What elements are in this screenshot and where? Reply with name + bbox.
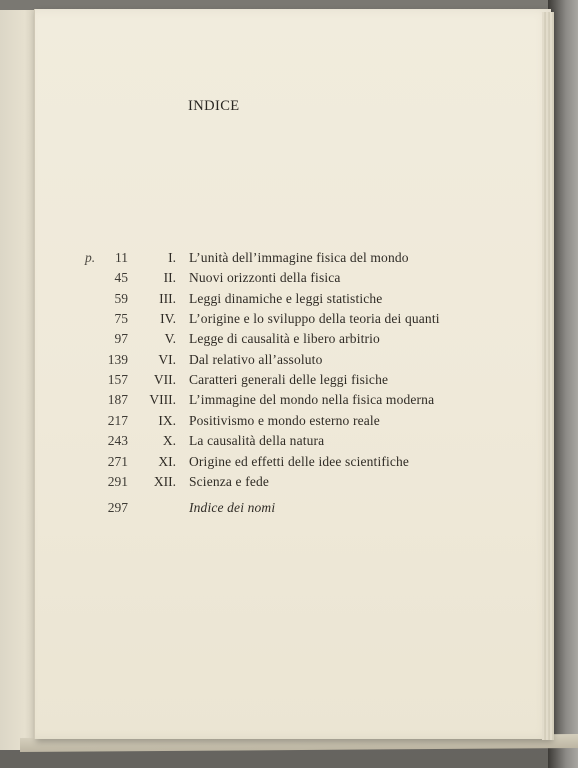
toc-title: Legge di causalità e libero arbitrio [189,331,380,346]
toc-page-number: 157 [107,372,128,387]
toc-page-number: 187 [107,392,128,407]
toc-title: Origine ed effetti delle idee scientifiche [189,454,410,469]
toc-numeral: XII. [153,474,176,489]
toc-row [0,474,578,494]
toc-row [0,331,578,351]
toc-title: La causalità della natura [189,433,325,448]
toc-row [0,433,578,453]
toc-numeral: VIII. [149,392,176,407]
toc-row [0,311,578,331]
toc-numeral: VI. [158,352,176,367]
toc-page-number: 75 [114,311,128,326]
toc-numeral: II. [163,270,176,285]
toc-row [0,392,578,412]
toc-page-number: 271 [107,454,128,469]
toc-row [0,270,578,290]
toc-title: Caratteri generali delle leggi fisiche [189,372,389,387]
toc-row [0,454,578,474]
toc-row [0,250,578,270]
page-title: INDICE [188,98,240,114]
toc-row-index [0,500,578,520]
toc-page-number: 11 [115,250,128,265]
toc-page-number: 97 [114,331,128,346]
toc-page-number: 59 [114,291,128,306]
toc-row [0,352,578,372]
toc-title: Scienza e fede [189,474,270,489]
toc-row [0,372,578,392]
toc-row [0,413,578,433]
toc-title: Positivismo e mondo esterno reale [189,413,380,428]
toc-numeral: XI. [158,454,176,469]
toc-numeral: X. [162,433,176,448]
toc-numeral: VII. [153,372,176,387]
toc-title: Nuovi orizzonti della fisica [189,270,341,285]
toc-title: Indice dei nomi [189,500,276,515]
toc-numeral: IV. [160,311,176,326]
toc-numeral: I. [168,250,176,265]
toc-row [0,291,578,311]
toc-page-number: 139 [107,352,128,367]
toc-page-number: 297 [107,500,128,515]
toc-page-number: 217 [107,413,128,428]
toc-numeral: V. [164,331,176,346]
toc-numeral: IX. [158,413,176,428]
toc-page-number: 45 [114,270,128,285]
toc-title: L’unità dell’immagine fisica del mondo [189,250,409,265]
toc-page-number: 243 [107,433,128,448]
page-prefix: p. [85,250,96,265]
toc-title: Dal relativo all’assoluto [189,352,323,367]
toc-numeral: III. [159,291,176,306]
toc-page-number: 291 [107,474,128,489]
toc-title: L’origine e lo sviluppo della teoria dei quanti [189,311,440,326]
toc-title: Leggi dinamiche e leggi statistiche [189,291,383,306]
toc-title: L’immagine del mondo nella fisica moderna [189,392,435,407]
